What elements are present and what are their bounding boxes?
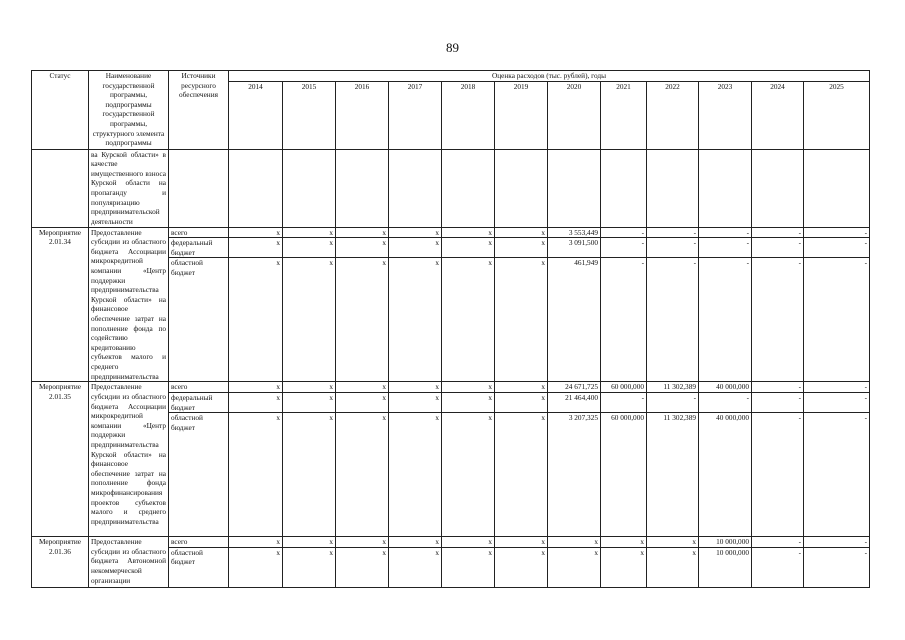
- measure-name: Предоставление субсидии из областного бюджета Ассоциации микрокредитной компании «Центр поддержки предпринимательства Курской области» на финансовое обеспечение затрат на пополнение фонда микрофинансирования проектов субъектов малого и среднего предпринимательства: [89, 382, 169, 537]
- header-year: 2024: [752, 81, 804, 149]
- source-cell: федеральный бюджет: [169, 238, 229, 258]
- value-cell: 10 000,000: [699, 547, 752, 587]
- value-cell: 11 302,389: [647, 413, 699, 537]
- header-year: 2019: [495, 81, 548, 149]
- header-year: 2021: [601, 81, 647, 149]
- value-cell: 40 000,000: [699, 382, 752, 393]
- value-cell: 3 207,325: [548, 413, 601, 537]
- header-status: Статус: [32, 71, 89, 150]
- budget-table: [31, 70, 870, 588]
- header-year: 2018: [442, 81, 495, 149]
- value-cell: -: [601, 227, 647, 238]
- header-year: 2023: [699, 81, 752, 149]
- value-cell: 461,949: [548, 258, 601, 382]
- table-row: областной бюджет х х х х х х 3 207,325 60 000,000 11 302,389 40 000,000 - -: [32, 413, 870, 537]
- value-cell: 24 671,725: [548, 382, 601, 393]
- value-cell: -: [699, 227, 752, 238]
- value-cell: -: [804, 227, 870, 238]
- source-cell: областной бюджет: [169, 258, 229, 382]
- value-cell: -: [699, 258, 752, 382]
- header-source: Источники ресурсного обеспечения: [169, 71, 229, 150]
- value-cell: -: [647, 238, 699, 258]
- table-row: областной бюджет х х х х х х 461,949 - - - - -: [32, 258, 870, 382]
- source-cell: федеральный бюджет: [169, 392, 229, 412]
- status-cell: Мероприятие 2.01.34: [32, 227, 89, 382]
- header-year: 2025: [804, 81, 870, 149]
- value-cell: -: [752, 392, 804, 412]
- continued-name: ва Курской области» в качестве имущественного взноса Курской области на пропаганду и популяризацию предпринимательской деятельности: [89, 149, 169, 227]
- header-estimate: Оценка расходов (тыс. рублей), годы: [229, 71, 870, 82]
- value-cell: -: [601, 238, 647, 258]
- header-name: Наименование государственной программы, подпрограммы государственной программы, структурного элемента подпрограммы: [89, 71, 169, 150]
- source-cell: всего: [169, 537, 229, 548]
- header-year: 2022: [647, 81, 699, 149]
- value-cell: -: [752, 258, 804, 382]
- value-cell: 40 000,000: [699, 413, 752, 537]
- value-cell: -: [804, 547, 870, 587]
- table-row: федеральный бюджет х х х х х х 3 091,500 - - - - -: [32, 238, 870, 258]
- header-year: 2014: [229, 81, 283, 149]
- source-cell: областной бюджет: [169, 547, 229, 587]
- source-cell: всего: [169, 227, 229, 238]
- table-row: федеральный бюджет х х х х х х 21 464,400 - - - - -: [32, 392, 870, 412]
- value-cell: 60 000,000: [601, 413, 647, 537]
- value-cell: -: [647, 227, 699, 238]
- measure-name: Предоставление субсидии из областного бюджета Автономной некоммерческой организации: [89, 537, 169, 588]
- value-cell: -: [699, 392, 752, 412]
- table-row: Мероприятие 2.01.35 Предоставление субсидии из областного бюджета Ассоциации микрокредитной компании «Центр поддержки предпринимательства Курской области» на финансовое обеспечение затрат на пополнение фонда микрофинансирования проектов субъектов малого и среднего предпринимательства всего х х х х х х 24 671,725 60 000,000 11 302,389 40 000,000 - -: [32, 382, 870, 393]
- value-cell: -: [804, 238, 870, 258]
- value-cell: -: [601, 392, 647, 412]
- value-cell: -: [752, 537, 804, 548]
- value-cell: 60 000,000: [601, 382, 647, 393]
- value-cell: -: [752, 413, 804, 537]
- source-cell: областной бюджет: [169, 413, 229, 537]
- header-year: 2017: [389, 81, 442, 149]
- header-year: 2015: [283, 81, 336, 149]
- table-row: Мероприятие 2.01.34 Предоставление субсидии из областного бюджета Ассоциации микрокредитной компании «Центр поддержки предпринимательства Курской области» на финансовое обеспечение затрат на пополнение фонда по содействию кредитованию субъектов малого и среднего предпринимательства всего х х х х х х 3 553,449 - - - - -: [32, 227, 870, 238]
- value-cell: -: [752, 238, 804, 258]
- page-number: 89: [446, 40, 459, 55]
- value-cell: -: [752, 227, 804, 238]
- value-cell: -: [752, 382, 804, 393]
- header-year: 2016: [336, 81, 389, 149]
- value-cell: -: [804, 258, 870, 382]
- value-cell: 3 553,449: [548, 227, 601, 238]
- table-row: [32, 149, 870, 227]
- header-year: 2020: [548, 81, 601, 149]
- value-cell: 10 000,000: [699, 537, 752, 548]
- value-cell: -: [804, 413, 870, 537]
- measure-name: Предоставление субсидии из областного бюджета Ассоциации микрокредитной компании «Центр поддержки предпринимательства Курской области» на финансовое обеспечение затрат на пополнение фонда по содействию кредитованию субъектов малого и среднего предпринимательства: [89, 227, 169, 382]
- value-cell: -: [804, 382, 870, 393]
- value-cell: -: [601, 258, 647, 382]
- status-cell: Мероприятие 2.01.35: [32, 382, 89, 537]
- value-cell: 11 302,389: [647, 382, 699, 393]
- value-cell: -: [804, 392, 870, 412]
- value-cell: -: [647, 392, 699, 412]
- value-cell: 3 091,500: [548, 238, 601, 258]
- status-cell: Мероприятие 2.01.36: [32, 537, 89, 588]
- value-cell: 21 464,400: [548, 392, 601, 412]
- table-row: Мероприятие 2.01.36 Предоставление субсидии из областного бюджета Автономной некоммерческой организации всего х х х х х х х х х 10 000,000 - -: [32, 537, 870, 548]
- value-cell: -: [804, 537, 870, 548]
- source-cell: всего: [169, 382, 229, 393]
- value-cell: -: [752, 547, 804, 587]
- value-cell: -: [647, 258, 699, 382]
- table-row: областной бюджет х х х х х х х х х 10 000,000 - -: [32, 547, 870, 587]
- value-cell: -: [699, 238, 752, 258]
